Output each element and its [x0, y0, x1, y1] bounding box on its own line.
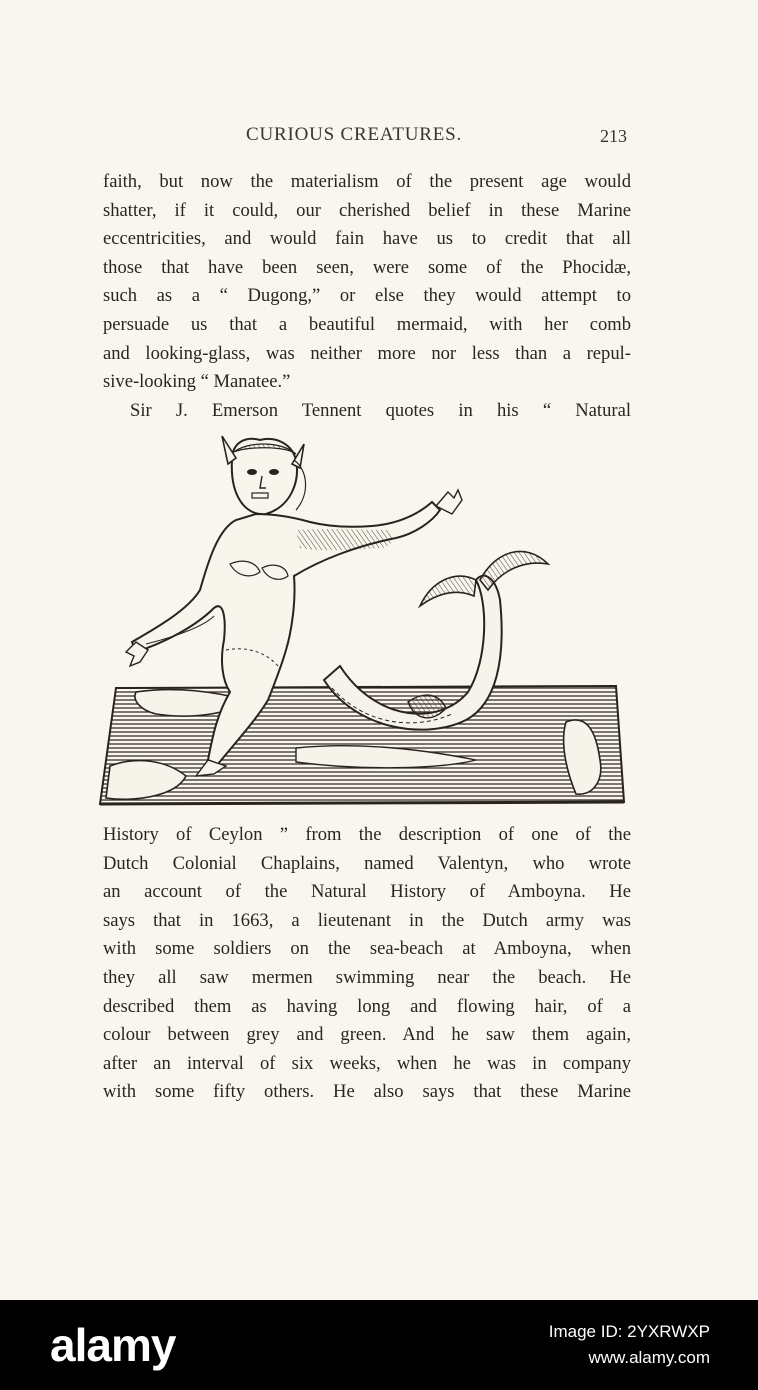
running-head	[0, 124, 758, 152]
text-line: those that have been seen, were some of the Phocidæ,	[103, 256, 631, 278]
text-line: Sir J. Emerson Tennent quotes in his “ Natural	[130, 399, 631, 421]
text-line: sive-looking “ Manatee.”	[103, 371, 291, 393]
text-line: with some fifty others. He also says that these Marine	[103, 1081, 631, 1103]
text-line: described them as having long and flowing hair, of a	[103, 995, 631, 1017]
footer-url: www.alamy.com	[588, 1348, 710, 1367]
text-line: persuade us that a beautiful mermaid, with her comb	[103, 313, 631, 335]
text-line: says that in 1663, a lieutenant in the Dutch army was	[103, 909, 631, 931]
text-block-bottom	[103, 821, 631, 1107]
mermaid-head	[222, 436, 306, 514]
mermaid-woodcut-icon	[96, 430, 631, 810]
text-line: such as a “ Dugong,” or else they would attempt to	[103, 285, 631, 307]
text-line: shatter, if it could, our cherished belief in these Marine	[103, 199, 631, 221]
text-line: with some soldiers on the sea-beach at Amboyna, when	[103, 938, 631, 960]
watermark-footer	[0, 1300, 758, 1390]
text-line: colour between grey and green. And he saw them again,	[103, 1024, 631, 1046]
text-line: History of Ceylon ” from the description of one of the	[103, 824, 631, 845]
text-line: Dutch Colonial Chaplains, named Valentyn, who wrote	[103, 852, 631, 874]
text-line: eccentricities, and would fain have us to credit that all	[103, 228, 631, 250]
text-line: an account of the Natural History of Amboyna. He	[103, 881, 631, 903]
running-title: CURIOUS CREATURES.	[246, 124, 463, 145]
text-line: faith, but now the materialism of the present age would	[103, 171, 631, 192]
text-line: they all saw mermen swimming near the beach. He	[103, 966, 631, 988]
image-id: Image ID: 2YXRWXP	[548, 1322, 710, 1341]
alamy-logo: alamy	[50, 1319, 176, 1371]
text-block-top	[103, 168, 631, 425]
text-line: after an interval of six weeks, when he was in company	[103, 1052, 631, 1074]
page-number: 213	[600, 126, 627, 146]
text-line: and looking-glass, was neither more nor less than a repul-	[103, 342, 631, 364]
